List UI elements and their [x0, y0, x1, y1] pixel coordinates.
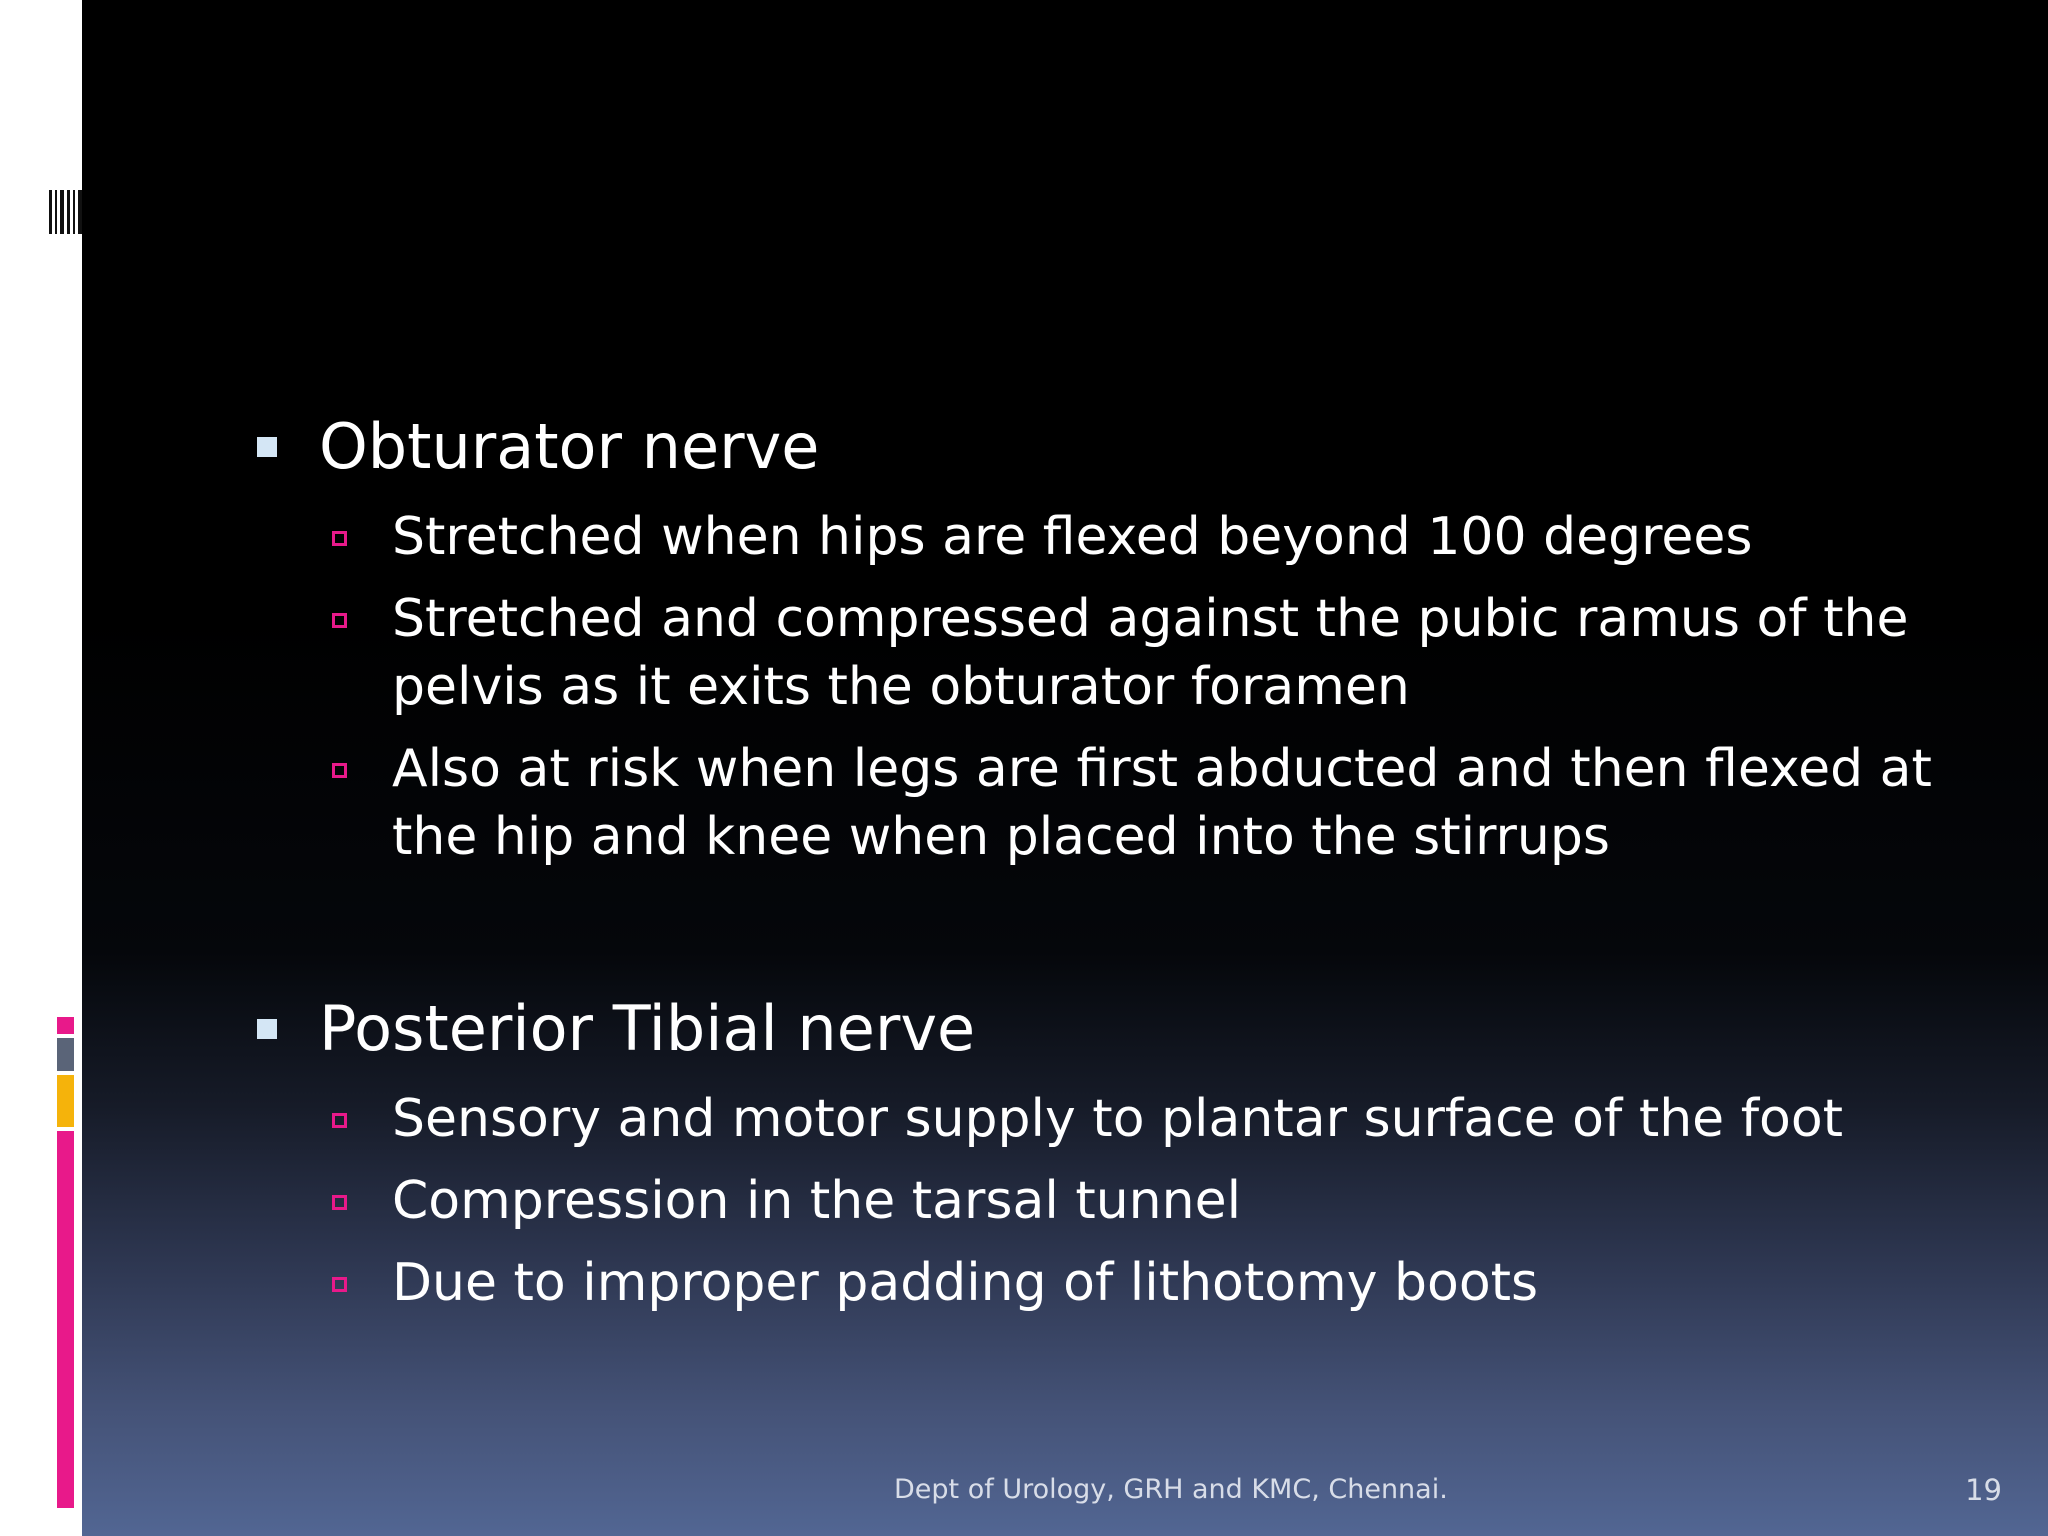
bullet-list	[82, 0, 2048, 1536]
bullet-obturator-nerve	[319, 412, 1919, 482]
filled-square-bullet-icon	[257, 1019, 277, 1039]
sub-bullet-text: the hip and knee when placed into the stirrups	[392, 807, 1610, 867]
hollow-square-bullet-icon	[332, 1277, 347, 1292]
slide-footer: Dept of Urology, GRH and KMC, Chennai.	[894, 1474, 1448, 1505]
sub-bullet	[392, 585, 1952, 653]
hollow-square-bullet-icon	[332, 763, 347, 778]
hollow-square-bullet-icon	[332, 531, 347, 546]
hollow-square-bullet-icon	[332, 1113, 347, 1128]
bullet-text: Posterior Tibial nerve	[319, 992, 976, 1065]
left-sidebar	[0, 0, 82, 1536]
sub-bullet-text: Sensory and motor supply to plantar surface of the foot	[392, 1089, 1844, 1149]
slide-number: 19	[1965, 1473, 2002, 1507]
sub-bullet	[392, 1085, 1952, 1153]
sub-bullet	[392, 503, 1952, 571]
sub-bullet-text: Compression in the tarsal tunnel	[392, 1171, 1242, 1231]
accent-bar-pink-long	[57, 1131, 74, 1508]
sub-bullet-continuation	[392, 653, 1952, 721]
slide-content	[82, 0, 2048, 1536]
sub-bullet	[392, 1167, 1952, 1235]
accent-bar-slate	[57, 1038, 74, 1071]
hollow-square-bullet-icon	[332, 1195, 347, 1210]
sub-bullet-text: Stretched when hips are flexed beyond 100 degrees	[392, 507, 1753, 567]
sub-bullet-text: Also at risk when legs are first abducted and then flexed at	[392, 739, 1932, 799]
sub-bullet	[392, 1249, 1952, 1317]
sub-bullet-text: pelvis as it exits the obturator foramen	[392, 657, 1410, 717]
vertical-stripes-icon	[49, 190, 82, 234]
bullet-text: Obturator nerve	[319, 410, 820, 483]
filled-square-bullet-icon	[257, 437, 277, 457]
accent-bar-yellow	[57, 1075, 74, 1127]
hollow-square-bullet-icon	[332, 613, 347, 628]
bullet-posterior-tibial-nerve	[319, 994, 1919, 1064]
sub-bullet-continuation	[392, 803, 1952, 871]
sub-bullet	[392, 735, 1952, 803]
sub-bullet-text: Due to improper padding of lithotomy boots	[392, 1253, 1539, 1313]
accent-bar-pink-top	[57, 1017, 74, 1034]
sub-bullet-text: Stretched and compressed against the pubic ramus of the	[392, 589, 1909, 649]
